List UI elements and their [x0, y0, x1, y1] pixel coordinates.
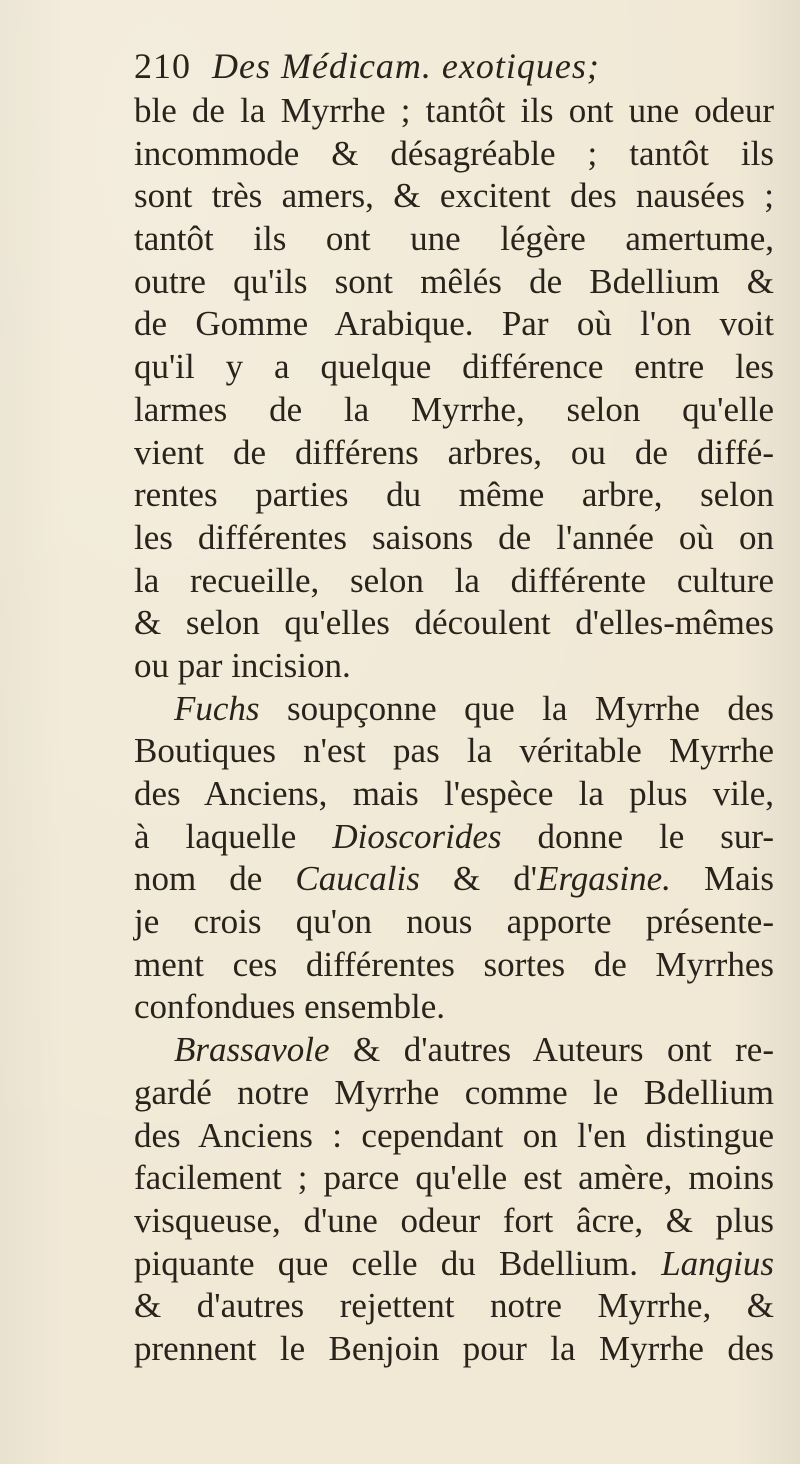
text-segment: prennent le Benjoin pour la Myrrhe des — [134, 1328, 774, 1368]
italic-name: Ergasine. — [537, 859, 671, 899]
text-segment: soupçonne que la Myrrhe des — [259, 688, 774, 728]
text-segment: visqueuse, d'une odeur fort âcre, & plus — [134, 1200, 774, 1240]
page-number: 210 — [134, 46, 191, 86]
page-header — [134, 44, 774, 88]
text-segment: des Anciens, mais l'espèce la plus vile, — [134, 774, 774, 814]
text-segment: les différentes saisons de l'année où on — [134, 517, 774, 557]
text-segment: Mais — [670, 859, 775, 899]
text-segment: vient de différens arbres, ou de diffé- — [134, 432, 774, 472]
text-segment: gardé notre Myrrhe comme le Bdellium — [134, 1072, 774, 1112]
text-segment: sont très amers, & excitent des nausées ; — [134, 176, 774, 216]
text-segment: tantôt ils ont une légère amertume, — [134, 219, 774, 259]
text-line — [134, 1328, 774, 1371]
text-line — [134, 688, 774, 731]
text-segment: nom de — [134, 859, 296, 899]
text-line — [134, 474, 774, 517]
text-line — [134, 346, 774, 389]
text-line — [134, 901, 774, 944]
italic-name: Caucalis — [295, 859, 420, 899]
text-segment: des Anciens : cependant on l'en distingue — [134, 1115, 774, 1155]
text-segment: qu'il y a quelque différence entre les — [134, 347, 774, 387]
text-line — [134, 517, 774, 560]
text-line — [134, 1072, 774, 1115]
text-segment: & d' — [419, 859, 538, 899]
text-line — [134, 261, 774, 304]
running-title: Des Médicam. exotiques; — [212, 46, 600, 86]
text-line — [134, 432, 774, 475]
text-line — [134, 1285, 774, 1328]
text-line — [134, 1157, 774, 1200]
text-segment: je crois qu'on nous apporte présente- — [134, 902, 774, 942]
text-line — [134, 816, 774, 859]
text-segment: outre qu'ils sont mêlés de Bdellium & — [134, 261, 774, 301]
text-line — [134, 602, 774, 645]
body-text — [134, 90, 774, 1371]
text-segment: & d'autres Auteurs ont re- — [329, 1030, 774, 1070]
text-segment: ble de la Myrrhe ; tantôt ils ont une odeur — [134, 91, 774, 130]
text-line — [134, 303, 774, 346]
italic-name: Fuchs — [174, 688, 260, 728]
italic-name: Brassavole — [174, 1030, 330, 1070]
text-line — [134, 133, 774, 176]
text-segment: à laquelle — [134, 816, 333, 856]
italic-name: Dioscorides — [332, 816, 502, 856]
text-line — [134, 1200, 774, 1243]
text-segment: donne le sur- — [501, 816, 774, 856]
text-segment: confondues ensemble. — [134, 987, 446, 1027]
text-segment: ou par incision. — [134, 645, 351, 685]
text-line — [134, 1029, 774, 1072]
text-line — [134, 560, 774, 603]
text-segment: de Gomme Arabique. Par où l'on voit — [134, 304, 774, 344]
text-segment: la recueille, selon la différente culture — [134, 560, 774, 600]
text-line — [134, 1115, 774, 1158]
text-segment: facilement ; parce qu'elle est amère, moins — [134, 1158, 774, 1198]
text-segment: larmes de la Myrrhe, selon qu'elle — [134, 389, 774, 429]
text-segment: incommode & désagréable ; tantôt ils — [134, 133, 774, 173]
text-line — [134, 218, 774, 261]
text-segment: & d'autres rejettent notre Myrrhe, & — [134, 1286, 774, 1326]
text-segment: & selon qu'elles découlent d'elles-mêmes — [134, 603, 774, 643]
text-line — [134, 944, 774, 987]
text-line — [134, 175, 774, 218]
text-line — [134, 1243, 774, 1286]
text-line — [134, 773, 774, 816]
italic-name: Langius — [661, 1243, 774, 1283]
text-segment: rentes parties du même arbre, selon — [134, 475, 774, 515]
text-segment: ment ces différentes sortes de Myrrhes — [134, 944, 774, 984]
text-line — [134, 645, 774, 688]
text-line — [134, 90, 774, 133]
text-segment: Boutiques n'est pas la véritable Myrrhe — [134, 731, 774, 771]
text-line — [134, 858, 774, 901]
text-line — [134, 389, 774, 432]
text-line — [134, 730, 774, 773]
text-segment: piquante que celle du Bdellium. — [134, 1243, 662, 1283]
text-line — [134, 986, 774, 1029]
